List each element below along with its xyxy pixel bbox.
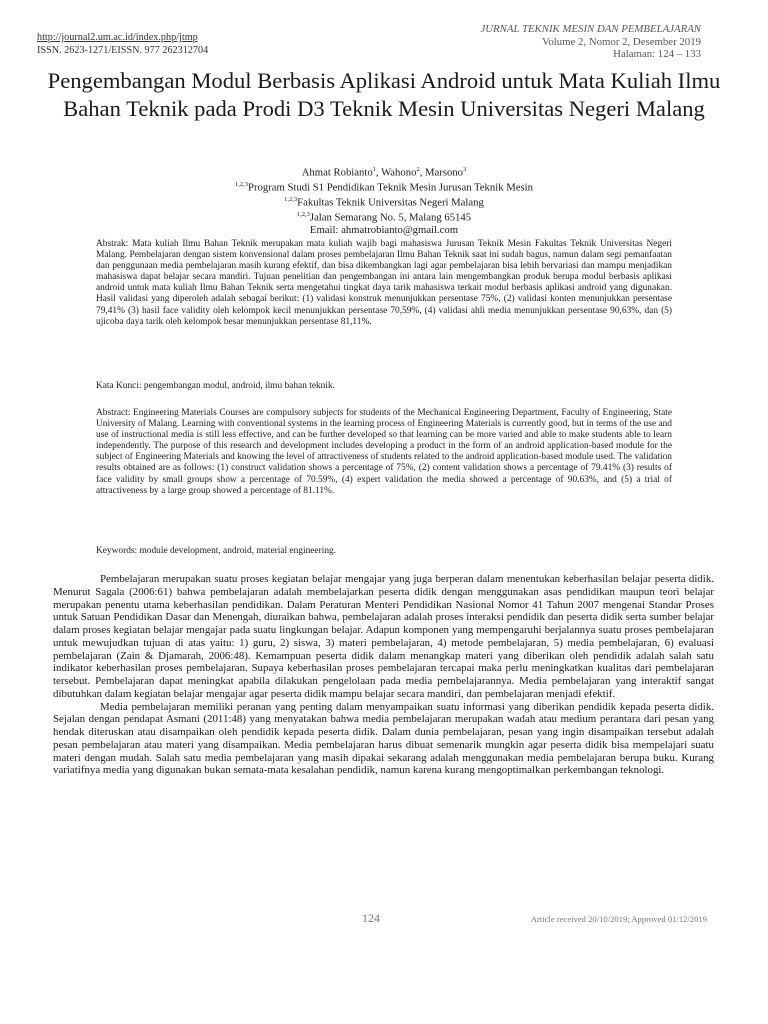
body-paragraph: Media pembelajaran memiliki peranan yang penting dalam menyampaikan suatu informasi yang diberikan pendidik kepada peserta didik. Sejalan dengan pendapat Asmani (2011:48) yang menyatakan bahwa media pembelajaran merupakan wadah atau medium perantara dari pesan yang hendak diteruskan atau disampaikan oleh pendidik kepada peserta didik. Dalam dunia pembelajaran, pesan yang ingin disampaikan tersebut adalah pesan pembelajaran atau materi yang disampaikan. Media pembelajaran harus dibuat semenarik mungkin agar peserta didik bisa mempelajari suatu materi dengan mudah. Salah satu media pembelajaran yang masih dipakai sekarang adalah menggunakan media pembelajaran berupa buku. Kurang variatifnya media yang digunakan bukan semata-mata kesalahan pendidik, namun karena kurang mengoptimalkan perkembangan teknologi. xyxy=(53,700,714,777)
keywords-english: Keywords: module development, android, material engineering. xyxy=(96,546,337,556)
affiliation-text: Fakultas Teknik Universitas Negeri Malang xyxy=(297,196,484,209)
affiliation-text: Program Studi S1 Pendidikan Teknik Mesin Jurusan Teknik Mesin xyxy=(248,181,533,194)
author-list xyxy=(0,164,768,179)
issn-text: ISSN. 2623-1271/EISSN. 977 262312704 xyxy=(37,44,209,56)
affiliation-sup: 1,2,3 xyxy=(235,181,249,189)
abstract-indonesian: Abstrak: Mata kuliah Ilmu Bahan Teknik merupakan mata kuliah wajib bagi mahasiswa Jurusan Teknik Mesin Fakultas Teknik Universitas Negeri Malang. Pembelajaran dengan sistem konvensional dalam proses pembelajaran Ilmu Bahan Teknik saat ini sudah bagus, namun dalam segi pemanfaatan dan penggunaan media pembelajaran masih kurang efektif, dan bisa dikembangkan lagi agar pembelajaran bisa lebih bervariasi dan mampu menjadikan mahasiswa dapat belajar secara mandiri. Tujuan penelitian dan pengembangan ini antara lain mengembangkan produk berupa modul berbasis aplikasi android untuk mata kuliah Ilmu Bahan Teknik serta mengetahui tingkat daya tarik mahasiswa terkait modul berbasis aplikasi android yang digunakan. Hasil validasi yang diperoleh adalah sebagai berikut: (1) validasi konstruk menunjukkan persentase 75%, (2) validasi konten menunjukkan persentase 79,41% (3) hasil face validity oleh kelompok kecil menunjukkan persentase 70,59%, (4) validasi ahli media menunjukkan persentase 90,63%, dan (5) ujicoba daya tarik oleh kelompok besar menunjukkan persentase 81,11%. xyxy=(96,239,672,327)
author-separator: , xyxy=(375,166,382,179)
author-email: Email: ahmatrobianto@gmail.com xyxy=(309,224,459,237)
header-right xyxy=(480,23,701,61)
affiliation-line xyxy=(0,194,768,209)
keywords-indonesian: Kata Kunci: pengembangan modul, android, ilmu bahan teknik. xyxy=(96,381,336,391)
affiliation-sup: 1,2,3 xyxy=(284,196,298,204)
author-name: Wahono xyxy=(381,166,417,179)
journal-url-link[interactable]: http://journal2.um.ac.id/index.php/jtmp xyxy=(37,32,198,43)
author-sup: 1 xyxy=(372,166,376,173)
body-paragraph: Pembelajaran merupakan suatu proses kegiatan belajar mengajar yang juga berperan dalam menentukan keberhasilan belajar peserta didik. Menurut Sagala (2006:61) bahwa pembelajaran adalah membelajarkan peserta didik dengan menggunakan asas pendidikan maupun teori belajar merupakan penentu utama keberhasilan pendidikan. Dalam Peraturan Menteri Pendidikan Nasional Nomor 41 Tahun 2007 mengenai Standar Proses untuk Satuan Pendidikan Dasar dan Menengah, diuraikan bahwa, pembelajaran adalah proses interaksi pendidik dan peserta didik serta sumber belajar dalam proses kegiatan belajar mengajar pada suatu lingkungan belajar. Adapun komponen yang mempengaruhi berjalannya suatu proses pembelajaran untuk mewujudkan tujuan di atas yaitu: 1) guru, 2) siswa, 3) materi pembelajaran, 4) metode pembelajaran, 5) media pembelajaran, 6) evaluasi pembelajaran (Zain & Djamarah, 2006:48). Kemampuan peserta didik dalam menangkap materi yang diberikan oleh pendidik adalah salah satu indikator keberhasilan proses pembelajaran. Supaya keberhasilan proses pembelajaran tercapai maka perlu meningkatkan kualitas dari pembelajaran tersebut. Pembelajaran dapat meningkat apabila dilakukan pengelolaan pada media pembelajarannya. Media pembelajaran yang interaktif sangat dibutuhkan dalam kegiatan belajar mengajar agar peserta didik mampu belajar secara mandiri, dan pembelajaran menjadi efektif. xyxy=(53,573,714,700)
body-text xyxy=(53,573,714,777)
author-sup: 3 xyxy=(463,166,467,173)
header-left xyxy=(37,32,208,57)
page-number: 124 xyxy=(362,911,380,925)
article-received-note: Article received 20/10/2019; Approved 01/12/2019 xyxy=(530,914,707,924)
author-name: Ahmat Robianto xyxy=(301,166,373,179)
affiliation-text: Jalan Semarang No. 5, Malang 65145 xyxy=(309,211,472,224)
author-block xyxy=(0,164,768,237)
author-sup: 2 xyxy=(416,166,420,173)
affiliation-line xyxy=(0,209,768,224)
paper-title: Pengembangan Modul Berbasis Aplikasi Android untuk Mata Kuliah Ilmu Bahan Teknik pada Prodi D3 Teknik Mesin Universitas Negeri Malang xyxy=(47,68,721,121)
affiliation-sup: 1,2,3 xyxy=(296,211,310,219)
author-name: Marsono xyxy=(425,166,464,179)
volume-info: Volume 2, Nomor 2, Desember 2019 xyxy=(541,35,701,48)
journal-name: JURNAL TEKNIK MESIN DAN PEMBELAJARAN xyxy=(480,23,701,35)
affiliation-line xyxy=(0,179,768,194)
author-separator: , xyxy=(419,166,426,179)
page-range: Halaman: 124 – 133 xyxy=(613,48,701,61)
abstract-english: Abstract: Engineering Materials Courses are compulsory subjects for students of the Mechanical Engineering Department, Faculty of Engineering, State University of Malang. Learning with conventional systems in the learning process of Engineering Materials is currently good, but in terms of the use and use of instructional media is still less effective, and can be further developed so that learning can be more varied and able to make students able to learn independently. The purpose of this research and development includes developing a product in the form of an android application-based module for the subject of Engineering Materials and knowing the level of attractiveness of students related to the android application-based module used. The validation results obtained are as follows: (1) construct validation shows a percentage of 75%, (2) content validation shows a percentage of 79.41% (3) results of face validity by small groups show a percentage of 70.59%, (4) expert validation the media showed a percentage of 90.63%, and (5) a trial of attractiveness by a large group showed a percentage of 81.11%. xyxy=(96,408,672,496)
